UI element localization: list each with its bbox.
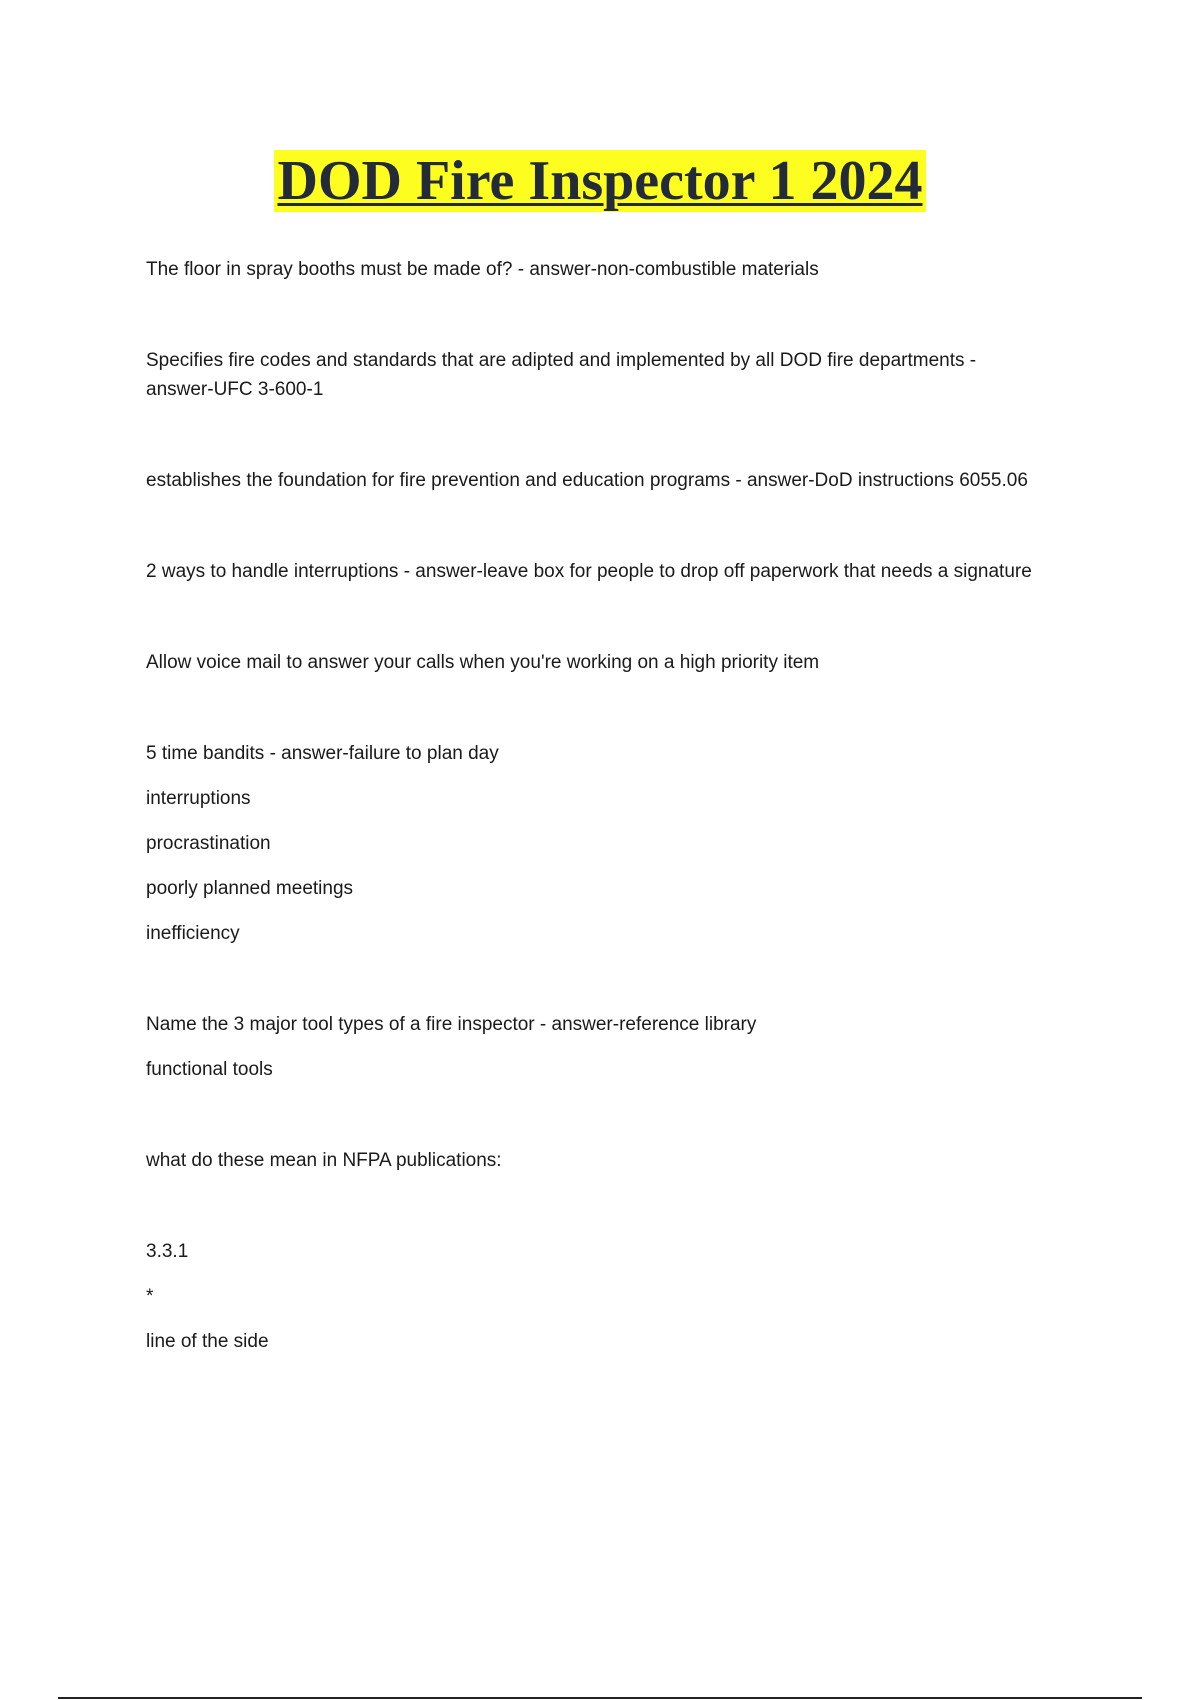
entry-subitem: procrastination bbox=[146, 833, 271, 854]
entry-text: what do these mean in NFPA publications: bbox=[146, 1150, 502, 1171]
entry-subitem: line of the side bbox=[146, 1331, 269, 1352]
qa-entry bbox=[146, 1010, 1046, 1084]
title-container bbox=[0, 150, 1200, 212]
entry-subitem: * bbox=[146, 1286, 154, 1307]
document-body bbox=[146, 255, 1046, 1356]
qa-entry bbox=[146, 346, 1046, 404]
entry-text: establishes the foundation for fire prevention and education programs - answer-DoD instructions 6055.06 bbox=[146, 470, 1028, 491]
entry-text: Specifies fire codes and standards that are adipted and implemented by all DOD fire departments - answer-UFC 3-600-1 bbox=[146, 350, 977, 400]
qa-entry bbox=[146, 1146, 1046, 1175]
entry-subitem: inefficiency bbox=[146, 923, 240, 944]
entry-subitem: poorly planned meetings bbox=[146, 878, 354, 899]
qa-entry bbox=[146, 1237, 1046, 1356]
entry-subitem: interruptions bbox=[146, 788, 251, 809]
footer-divider bbox=[58, 1697, 1142, 1699]
qa-entry bbox=[146, 557, 1046, 586]
qa-entry bbox=[146, 648, 1046, 677]
entry-text: 5 time bandits - answer-failure to plan day bbox=[146, 743, 499, 764]
entry-text: Allow voice mail to answer your calls when you're working on a high priority item bbox=[146, 652, 820, 673]
entry-subitem: 3.3.1 bbox=[146, 1241, 189, 1262]
qa-entry bbox=[146, 255, 1046, 284]
qa-entry bbox=[146, 466, 1046, 495]
qa-entry bbox=[146, 739, 1046, 948]
entry-text: Name the 3 major tool types of a fire inspector - answer-reference library bbox=[146, 1014, 757, 1035]
entry-text: 2 ways to handle interruptions - answer-leave box for people to drop off paperwork that needs a signature bbox=[146, 561, 1032, 582]
entry-subitem: functional tools bbox=[146, 1059, 273, 1080]
page-title: DOD Fire Inspector 1 2024 bbox=[274, 150, 927, 212]
entry-text: The floor in spray booths must be made of? - answer-non-combustible materials bbox=[146, 259, 819, 280]
